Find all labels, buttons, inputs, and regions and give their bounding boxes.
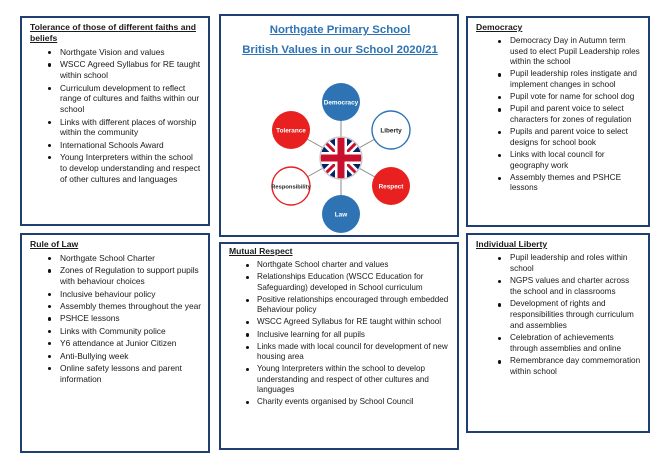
node-liberty: [372, 111, 410, 149]
tolerance-list: [30, 47, 202, 185]
list-item: NGPS values and charter across the school and in classrooms: [510, 276, 642, 297]
list-item: Celebration of achievements through assemblies and online: [510, 333, 642, 354]
democracy-panel: [466, 16, 650, 227]
list-item: WSCC Agreed Syllabus for RE taught within school: [257, 317, 451, 327]
list-item: Pupil vote for name for school dog: [510, 92, 642, 103]
node-responsibility: [271, 167, 311, 205]
node-law: [322, 195, 360, 233]
british-values-diagram: [251, 78, 431, 234]
list-item: Pupil leadership and roles within school: [510, 253, 642, 274]
mutual-respect-panel: [219, 242, 459, 450]
list-item: Democracy Day in Autumn term used to elect Pupil Leadership roles within the school: [510, 36, 642, 68]
list-item: Charity events organised by School Council: [257, 397, 451, 407]
list-item: Young Interpreters within the school to develop understanding and respect of other cultures and languages: [60, 152, 201, 184]
list-item: Inclusive behaviour policy: [60, 289, 202, 300]
page-subtitle: British Values in our School 2020/21: [242, 44, 438, 56]
individual-liberty-panel: [466, 233, 650, 433]
list-item: Young Interpreters within the school to develop understanding and respect of other cultures and languages: [257, 364, 451, 395]
mutual-respect-list: [229, 260, 451, 408]
school-name: Northgate Primary School: [269, 24, 411, 36]
list-item: Relationships Education (WSCC Education for Safeguarding) developed in School curriculum: [257, 272, 451, 293]
list-item: Links with Community police: [60, 326, 202, 337]
center-title-panel: [219, 14, 459, 237]
union-flag-icon: [319, 136, 363, 180]
list-item: International Schools Award: [60, 140, 202, 151]
list-item: Anti-Bullying week: [60, 351, 202, 362]
tolerance-title: Tolerance of those of different faiths and beliefs: [30, 22, 196, 43]
list-item: Assembly themes throughout the year: [60, 300, 202, 311]
list-item: Links with different places of worship within the community: [60, 117, 202, 139]
list-item: WSCC Agreed Syllabus for RE taught within school: [60, 59, 201, 81]
respect-label: Respect: [378, 183, 404, 191]
tolerance-panel: [20, 16, 210, 226]
rule-of-law-title: Rule of Law: [30, 239, 79, 249]
individual-liberty-list: [476, 253, 642, 378]
list-item: Online safety lessons and parent information: [60, 363, 202, 385]
democracy-list: [476, 36, 642, 194]
node-tolerance: [272, 111, 310, 149]
mutual-respect-title: Mutual Respect: [229, 246, 293, 256]
rule-of-law-list: [30, 253, 202, 385]
list-item: Development of rights and responsibilities through curriculum and assemblies: [510, 299, 642, 331]
list-item: Pupil and parent voice to select characters for zones of regulation: [510, 104, 642, 125]
responsibility-label: Responsibility: [271, 184, 311, 191]
list-item: Y6 attendance at Junior Citizen: [60, 338, 202, 349]
tolerance-label: Tolerance: [276, 127, 306, 135]
list-item: Northgate School charter and values: [257, 260, 451, 270]
node-respect: [372, 167, 410, 205]
list-item: Zones of Regulation to support pupils with behaviour choices: [60, 265, 202, 287]
list-item: Northgate Vision and values: [60, 47, 202, 58]
list-item: Links made with local council for development of new housing area: [257, 342, 451, 363]
list-item: PSHCE lessons: [60, 313, 202, 324]
rule-of-law-panel: [20, 233, 210, 453]
list-item: Remembrance day commemoration within school: [510, 356, 641, 376]
list-item: Pupil leadership roles instigate and implement changes in school: [510, 69, 642, 90]
list-item: Assembly themes and PSHCE lessons: [510, 173, 642, 194]
individual-liberty-title: Individual Liberty: [476, 239, 548, 249]
democracy-title: Democracy: [476, 22, 523, 32]
law-label: Law: [334, 211, 348, 219]
liberty-label: Liberty: [380, 127, 402, 135]
list-item: Curriculum development to reflect range of cultures and faiths within our school: [60, 83, 202, 115]
list-item: Links with local council for geography work: [510, 150, 642, 171]
list-item: Inclusive learning for all pupils: [257, 330, 451, 340]
list-item: Pupils and parent voice to select designs for school book: [510, 127, 642, 148]
list-item: Positive relationships encouraged through embedded Behaviour policy: [257, 295, 451, 316]
democracy-label: Democracy: [323, 99, 359, 107]
list-item: Northgate School Charter: [60, 253, 202, 264]
node-democracy: [322, 83, 360, 121]
